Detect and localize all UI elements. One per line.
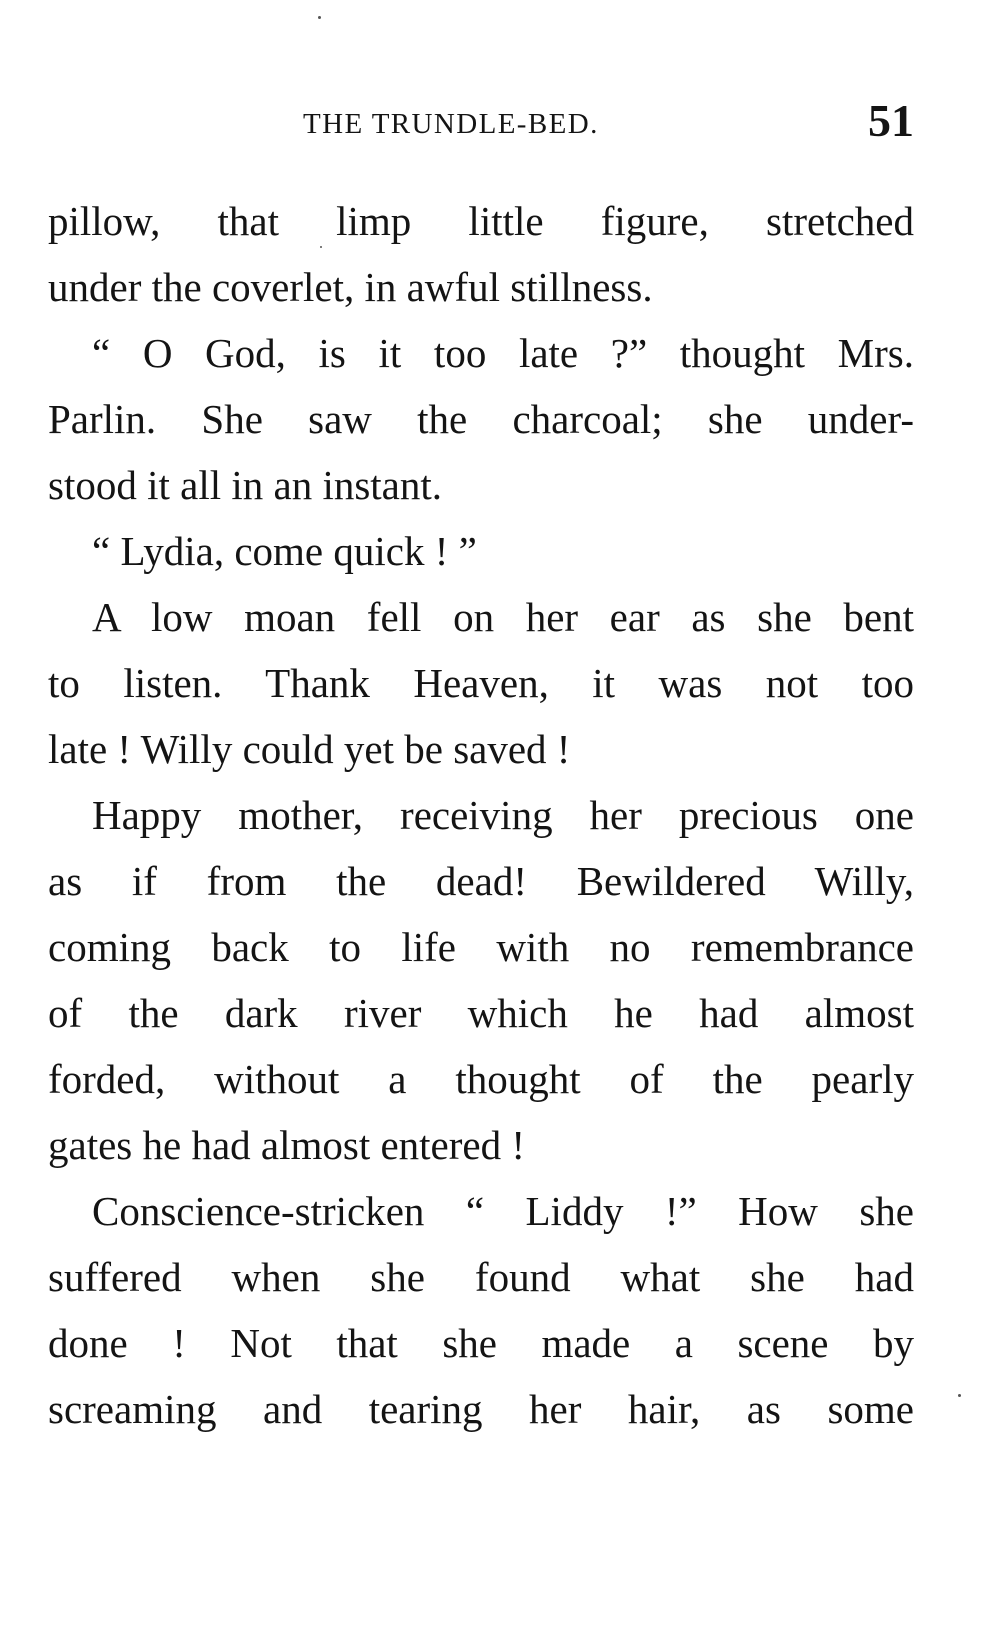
scan-speck xyxy=(318,16,321,19)
text-line: gates he had almost entered ! xyxy=(48,1122,526,1168)
body-text xyxy=(48,188,914,1442)
text-line: done ! Not that she made a scene by xyxy=(48,1320,914,1366)
text-line: stood it all in an instant. xyxy=(48,462,443,508)
text-line: of the dark river which he had almost xyxy=(48,990,914,1036)
text-line: Conscience-stricken “ Liddy !” How she xyxy=(92,1188,914,1234)
scan-speck xyxy=(958,1394,961,1397)
text-line: “ Lydia, come quick ! ” xyxy=(92,528,477,574)
scan-speck xyxy=(320,246,322,248)
text-line: “ O God, is it too late ?” thought Mrs. xyxy=(92,330,914,376)
text-line: pillow, that limp little figure, stretched xyxy=(48,198,914,244)
text-line: forded, without a thought of the pearly xyxy=(48,1056,914,1102)
text-line: to listen. Thank Heaven, it was not too xyxy=(48,660,914,706)
text-line: under the coverlet, in awful stillness. xyxy=(48,264,653,310)
text-line: screaming and tearing her hair, as some xyxy=(48,1386,914,1432)
text-line: coming back to life with no remembrance xyxy=(48,924,914,970)
text-line: A low moan fell on her ear as she bent xyxy=(92,594,914,640)
text-line: Parlin. She saw the charcoal; she under- xyxy=(48,396,914,442)
text-line: Happy mother, receiving her precious one xyxy=(92,792,914,838)
page-number: 51 xyxy=(868,95,914,146)
page-header xyxy=(48,88,914,148)
running-title: THE TRUNDLE-BED. xyxy=(303,108,599,140)
text-line: late ! Willy could yet be saved ! xyxy=(48,726,571,772)
text-line: as if from the dead! Bewildered Willy, xyxy=(48,858,914,904)
text-line: suffered when she found what she had xyxy=(48,1254,914,1300)
